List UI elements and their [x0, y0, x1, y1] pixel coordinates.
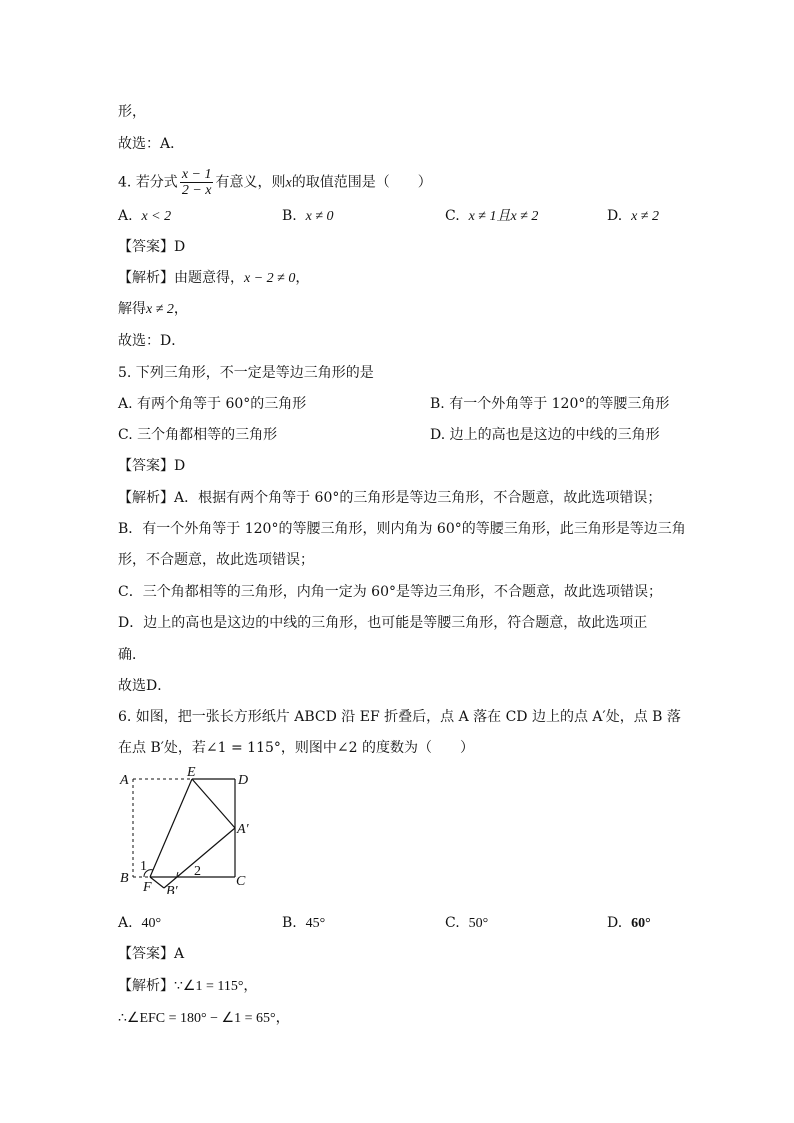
- q5-option-a: [118, 394, 306, 414]
- q5-answer: [118, 456, 185, 476]
- label-b-prime: B′: [166, 884, 178, 894]
- q5-analysis-line-2: B．有一个外角等于 120°的等腰三角形，则内角为 60°的等腰三角形，此三角形是等边三角: [118, 521, 686, 537]
- option-letter: B.: [282, 915, 297, 931]
- option-text: x < 2: [141, 209, 172, 224]
- q6-option-c: [445, 913, 488, 934]
- option-letter: B.: [430, 396, 445, 412]
- label-c: C: [236, 874, 246, 889]
- q6-analysis-line-2: [118, 1008, 290, 1029]
- q4-stem: [118, 167, 432, 199]
- label-e: E: [187, 765, 196, 780]
- q5-option-d: [430, 425, 660, 445]
- analysis-tail: ，: [295, 270, 310, 286]
- q4-number: 4.: [118, 174, 132, 191]
- option-text: x ≠ 2: [631, 209, 659, 224]
- q6-stem-line-1: 6. 如图，把一张长方形纸片 ABCD 沿 EF 折叠后，点 A 落在 CD 边上的点 A′处，点 B 落: [118, 709, 681, 725]
- option-letter: C.: [118, 427, 133, 443]
- prev-line-1: 形，: [118, 104, 146, 120]
- q4-fraction-numerator: x − 1: [181, 167, 212, 182]
- option-text: 有一个外角等于 120°的等腰三角形: [449, 396, 670, 412]
- solve-text: 解得: [118, 301, 146, 317]
- q5-analysis-line-3: 形，不合题意，故此选项错误；: [118, 552, 314, 568]
- edge-f-b-prime: [150, 877, 164, 888]
- option-letter: A.: [118, 915, 133, 931]
- label-b: B: [120, 871, 129, 886]
- q6-stem-line-2: 在点 B′处，若∠1 = 115°，则图中∠2 的度数为（ ）: [118, 740, 474, 756]
- option-text: 60°: [631, 916, 651, 931]
- label-a-prime: A′: [237, 822, 249, 837]
- label-a: A: [120, 773, 129, 788]
- q4-stem-before: 若分式: [135, 174, 178, 191]
- analysis-text: 由题意得，: [174, 270, 244, 286]
- q4-solve: [118, 299, 188, 320]
- option-letter: B.: [282, 208, 297, 224]
- q4-stem-end: 的取值范围是（ ）: [291, 174, 432, 191]
- q4-option-c: [445, 206, 538, 227]
- q4-option-d: [607, 206, 659, 227]
- option-letter: D.: [430, 427, 446, 443]
- q6-option-d: [607, 913, 651, 934]
- q4-option-b: [282, 206, 334, 227]
- analysis-label: 【解析】: [118, 978, 174, 994]
- q4-answer: [118, 237, 185, 257]
- option-letter: C.: [445, 915, 460, 931]
- label-d: D: [238, 773, 249, 788]
- folding-figure: [112, 764, 262, 894]
- q6-analysis-line-1: [118, 976, 257, 997]
- prev-line-2: 故选：A．: [118, 136, 185, 152]
- option-text: 边上的高也是这边的中线的三角形: [449, 427, 660, 443]
- q6-answer: [118, 944, 184, 964]
- label-angle-1: 1: [140, 859, 147, 874]
- q4-analysis: [118, 268, 309, 289]
- option-letter: D.: [607, 208, 623, 224]
- q6-option-a: [118, 913, 161, 934]
- q4-stem-after: 有意义，则: [215, 174, 286, 191]
- option-letter: D.: [607, 915, 623, 931]
- q4-choice: 故选：D．: [118, 333, 186, 349]
- q4-var: x: [285, 175, 292, 191]
- answer-value: A: [174, 946, 185, 962]
- solve-math: x ≠ 2: [146, 302, 174, 317]
- option-text: x ≠ 0: [305, 209, 334, 224]
- fold-line-ef: [150, 779, 192, 877]
- q5-analysis-line-4: C．三个角都相等的三角形，内角一定为 60°是等边三角形，不合题意，故此选项错误；: [118, 584, 662, 600]
- q5-analysis-line-5: D．边上的高也是这边的中线的三角形，也可能是等腰三角形，符合题意，故此选项正: [118, 615, 648, 631]
- option-letter: A.: [118, 208, 133, 224]
- option-letter: A.: [118, 396, 133, 412]
- analysis-text: A．根据有两个角等于 60°的三角形是等边三角形，不合题意，故此选项错误；: [174, 490, 662, 506]
- analysis-math: ∵∠1 = 115°，: [174, 979, 258, 994]
- edge-a-prime-b-prime: [164, 828, 235, 888]
- answer-label: 【答案】: [118, 239, 174, 255]
- q5-choice: 故选D．: [118, 678, 172, 694]
- analysis-math: x − 2 ≠ 0: [244, 271, 296, 286]
- edge-ea-prime: [192, 779, 235, 828]
- analysis-label: 【解析】: [118, 270, 174, 286]
- answer-value: D: [174, 458, 186, 474]
- q5-analysis-line-6: 确．: [118, 647, 146, 663]
- q4-option-a: [118, 206, 171, 227]
- answer-label: 【答案】: [118, 458, 174, 474]
- option-letter: C.: [445, 208, 460, 224]
- answer-label: 【答案】: [118, 946, 174, 962]
- answer-value: D: [174, 239, 186, 255]
- q6-option-b: [282, 913, 325, 934]
- q5-option-c: [118, 425, 277, 445]
- option-text: x ≠ 1且x ≠ 2: [468, 209, 539, 224]
- label-f: F: [143, 880, 152, 894]
- label-angle-2: 2: [194, 864, 201, 879]
- option-text: 45°: [305, 916, 326, 931]
- analysis-label: 【解析】: [118, 490, 174, 506]
- q5-analysis-line-1: [118, 488, 661, 508]
- option-text: 有两个角等于 60°的三角形: [137, 396, 307, 412]
- q5-option-b: [430, 394, 669, 414]
- q4-fraction-denominator: 2 − x: [181, 183, 212, 198]
- solve-tail: ，: [173, 301, 188, 317]
- option-text: 40°: [141, 916, 162, 931]
- q4-fraction: [180, 167, 214, 198]
- analysis-math: ∴∠EFC = 180° − ∠1 = 65°，: [118, 1011, 290, 1026]
- option-text: 50°: [468, 916, 489, 931]
- q5-stem: 5. 下列三角形，不一定是等边三角形的是: [118, 365, 374, 381]
- option-text: 三个角都相等的三角形: [137, 427, 278, 443]
